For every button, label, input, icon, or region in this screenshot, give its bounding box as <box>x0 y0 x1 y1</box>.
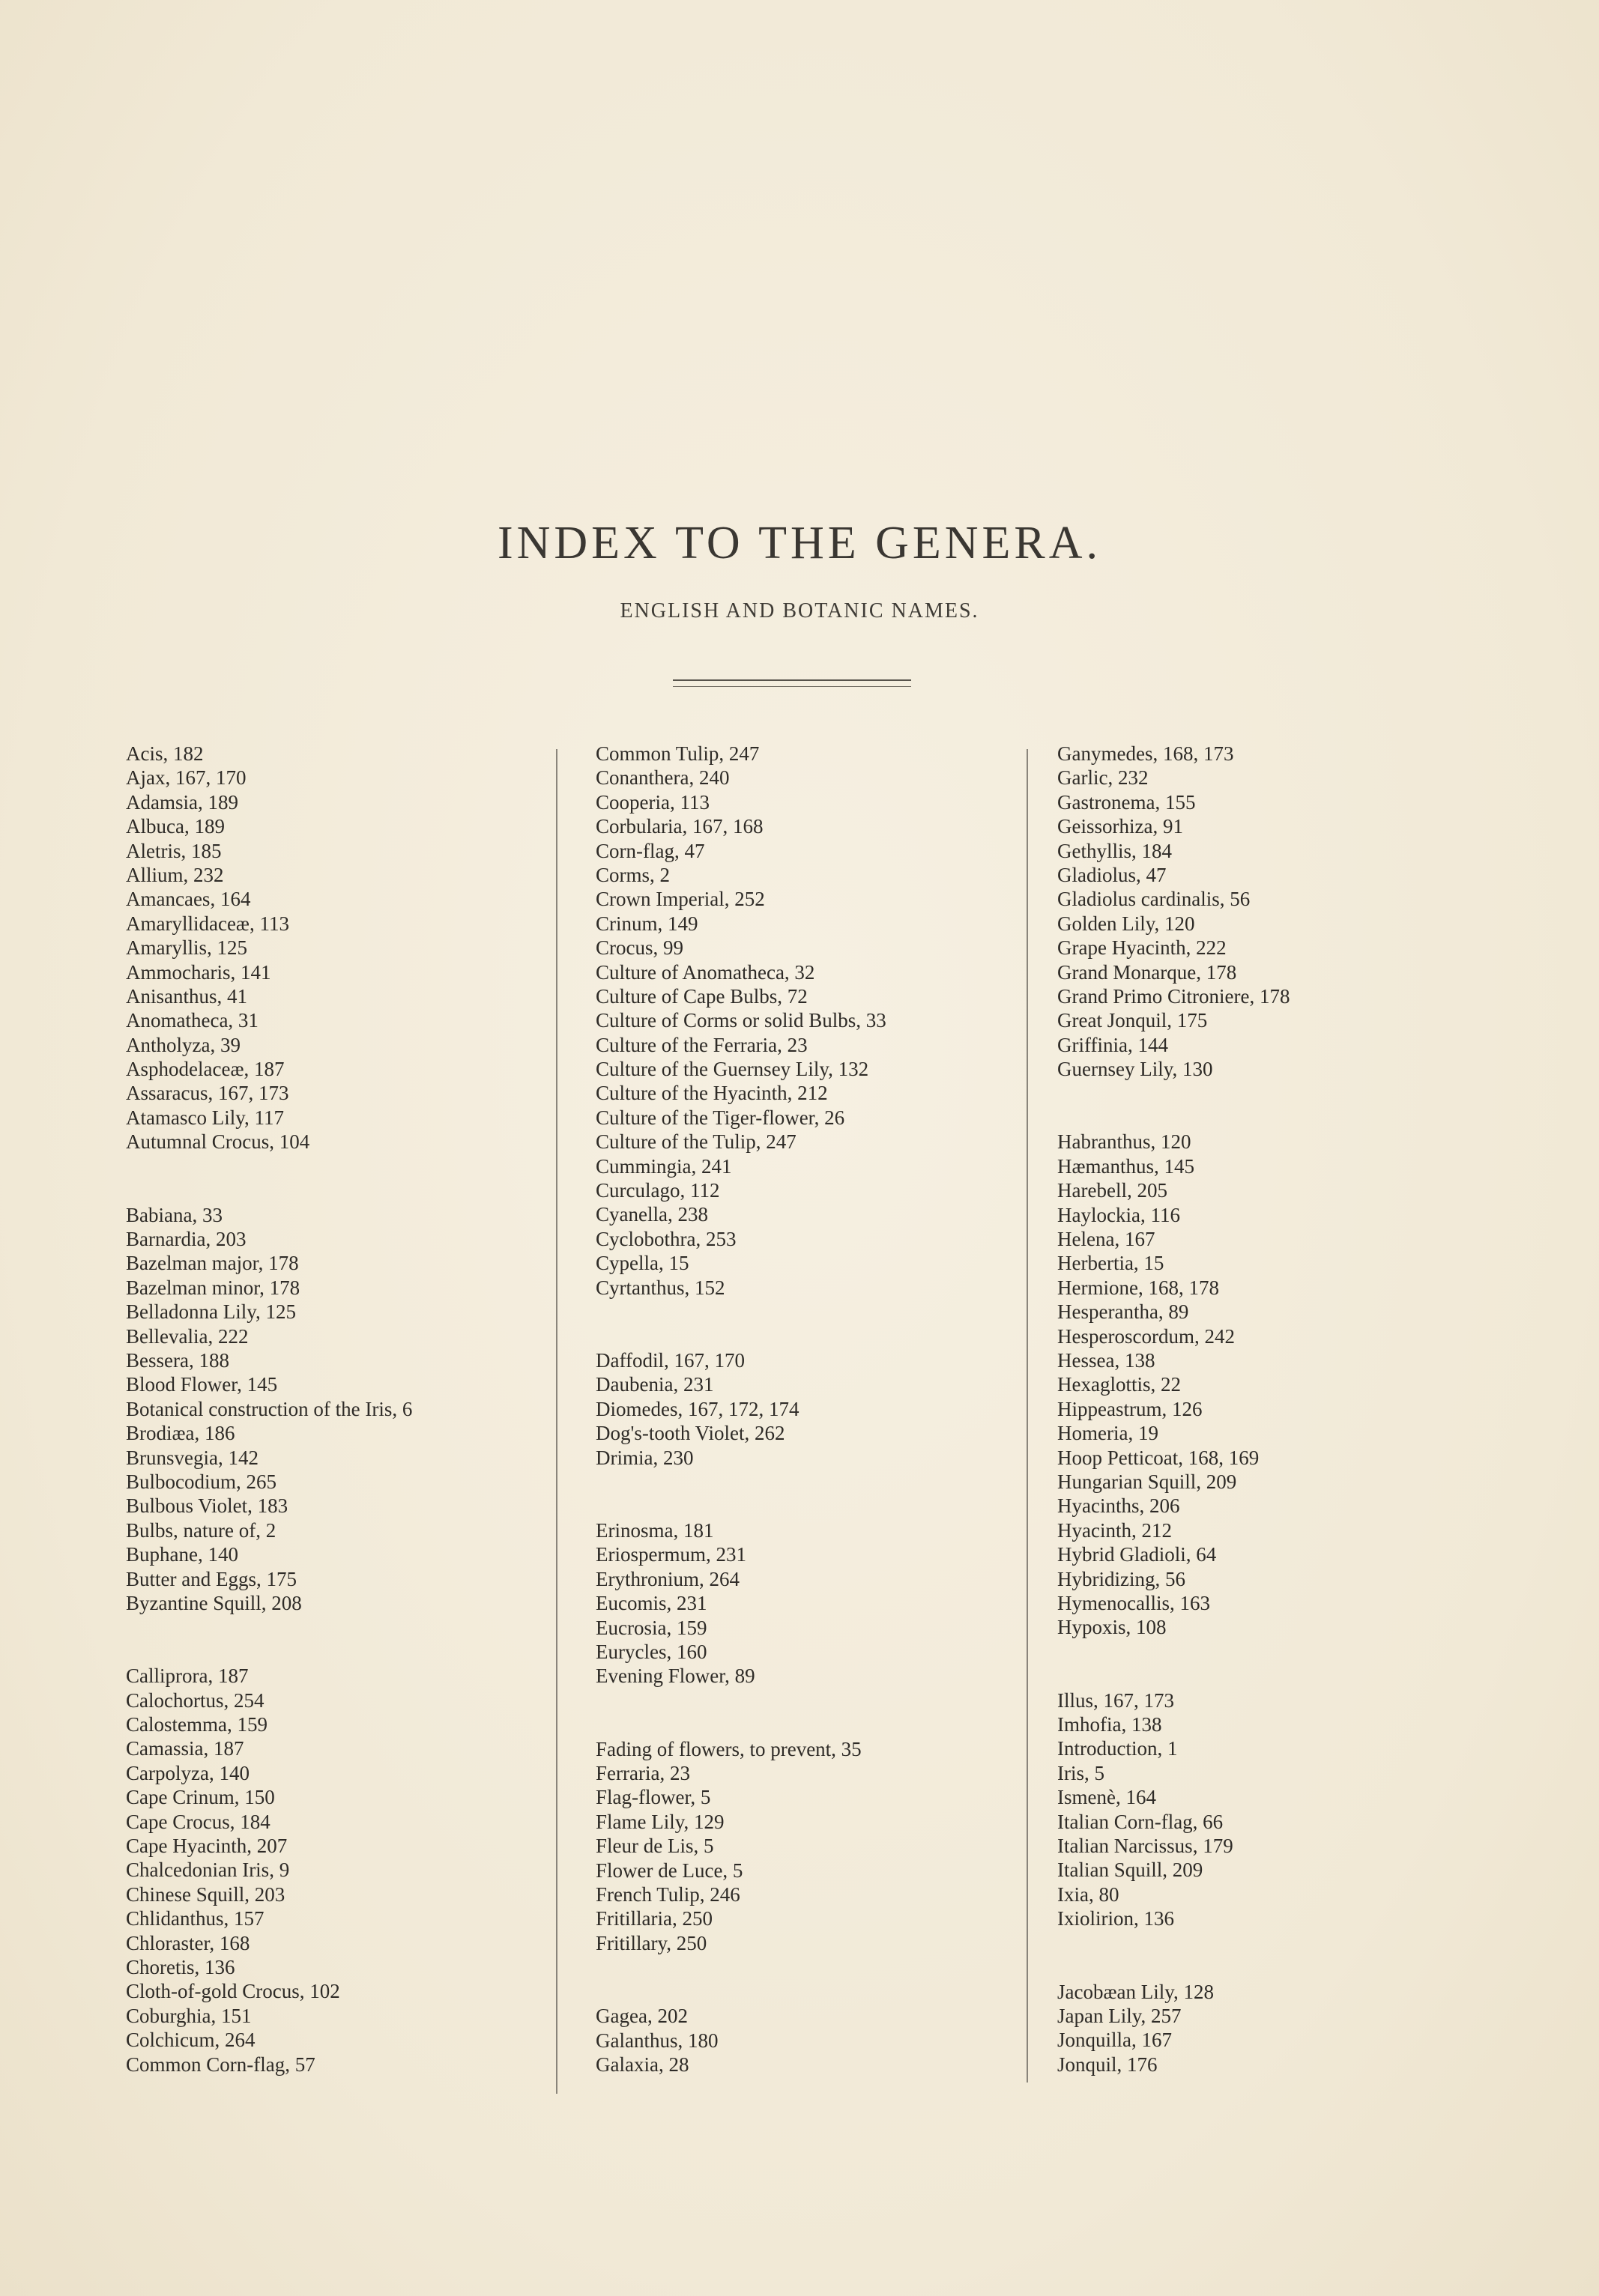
index-entry: Cape Crinum, 150 <box>126 1786 275 1809</box>
index-entry: Culture of the Ferraria, 23 <box>596 1033 808 1056</box>
index-entry: Daubenia, 231 <box>596 1373 714 1396</box>
index-entry: Ajax, 167, 170 <box>126 766 247 790</box>
index-entry: Corn-flag, 47 <box>596 839 705 862</box>
index-entry: Cape Crocus, 184 <box>126 1810 270 1833</box>
index-entry: Camassia, 187 <box>126 1737 244 1760</box>
index-entry: Corms, 2 <box>596 863 671 886</box>
index-entry: Culture of the Tulip, 247 <box>596 1130 797 1154</box>
index-entry: Crocus, 99 <box>596 936 683 960</box>
letter-group-gap <box>596 1688 1045 1737</box>
index-entry: Eucrosia, 159 <box>596 1616 707 1639</box>
index-entry: Eurycles, 160 <box>596 1640 707 1663</box>
index-entry: Haylockia, 116 <box>1057 1203 1180 1226</box>
index-entry: Botanical construction of the Iris, 6 <box>126 1397 413 1420</box>
index-entry: Albuca, 189 <box>126 815 225 838</box>
index-entry: Atamasco Lily, 117 <box>126 1106 284 1129</box>
index-entry: Belladonna Lily, 125 <box>126 1300 296 1324</box>
index-entry: Anisanthus, 41 <box>126 984 247 1008</box>
index-entry: Gladiolus, 47 <box>1057 863 1167 886</box>
letter-group-gap <box>596 1300 1045 1348</box>
title-rule-thick <box>673 679 911 681</box>
column-divider <box>1027 749 1028 2083</box>
index-entry: Diomedes, 167, 172, 174 <box>596 1397 800 1420</box>
index-entry: Cyanella, 238 <box>596 1203 708 1226</box>
index-entry: Grand Monarque, 178 <box>1057 960 1237 984</box>
index-entry: Ixia, 80 <box>1057 1882 1119 1906</box>
index-entry: Jonquil, 176 <box>1057 2053 1158 2076</box>
index-entry: Harebell, 205 <box>1057 1179 1167 1202</box>
index-entry: Babiana, 33 <box>126 1203 223 1226</box>
index-entry: Amancaes, 164 <box>126 888 251 911</box>
index-entry: Autumnal Crocus, 104 <box>126 1130 310 1154</box>
index-entry: Hæmanthus, 145 <box>1057 1154 1195 1178</box>
index-entry: Brodiæa, 186 <box>126 1422 235 1445</box>
index-entry: Galaxia, 28 <box>596 2053 689 2076</box>
index-entry: Gagea, 202 <box>596 2005 688 2028</box>
index-entry: Hymenocallis, 163 <box>1057 1591 1210 1614</box>
index-entry: Chloraster, 168 <box>126 1931 250 1954</box>
index-entry: Ganymedes, 168, 173 <box>1057 742 1234 765</box>
index-entry: Evening Flower, 89 <box>596 1665 755 1688</box>
index-entry: Anomatheca, 31 <box>126 1009 259 1032</box>
index-entry: Erythronium, 264 <box>596 1567 740 1590</box>
index-entry: Flower de Luce, 5 <box>596 1859 743 1882</box>
index-entry: Bazelman minor, 178 <box>126 1276 300 1299</box>
index-entry: Conanthera, 240 <box>596 766 730 790</box>
index-entry: Hyacinth, 212 <box>1057 1518 1172 1542</box>
index-entry: Guernsey Lily, 130 <box>1057 1058 1213 1081</box>
index-entry: Hypoxis, 108 <box>1057 1616 1167 1639</box>
index-entry: Hybrid Gladioli, 64 <box>1057 1543 1217 1566</box>
letter-group-gap <box>1057 1640 1507 1688</box>
index-entry: Garlic, 232 <box>1057 766 1149 790</box>
index-entry: Hungarian Squill, 209 <box>1057 1470 1237 1493</box>
index-entry: Galanthus, 180 <box>596 2029 719 2052</box>
index-entry: Cooperia, 113 <box>596 790 710 814</box>
index-entry: Bazelman major, 178 <box>126 1252 299 1275</box>
page-subtitle: ENGLISH AND BOTANIC NAMES. <box>620 599 979 623</box>
index-entry: Carpolyza, 140 <box>126 1761 250 1784</box>
index-entry: Chlidanthus, 157 <box>126 1907 265 1930</box>
index-entry: Chinese Squill, 203 <box>126 1882 285 1906</box>
index-entry: Jonquilla, 167 <box>1057 2029 1172 2052</box>
index-entry: Crinum, 149 <box>596 912 698 935</box>
index-entry: Italian Narcissus, 179 <box>1057 1835 1233 1858</box>
index-entry: Assaracus, 167, 173 <box>126 1082 289 1105</box>
index-entry: Flag-flower, 5 <box>596 1786 711 1809</box>
index-entry: Geissorhiza, 91 <box>1057 815 1183 838</box>
index-entry: Grand Primo Citroniere, 178 <box>1057 984 1290 1008</box>
index-entry: Curculago, 112 <box>596 1179 720 1202</box>
index-entry: Bellevalia, 222 <box>126 1324 249 1348</box>
index-entry: Bulbocodium, 265 <box>126 1470 276 1493</box>
index-entry: Bulbs, nature of, 2 <box>126 1518 276 1542</box>
index-entry: Allium, 232 <box>126 863 224 886</box>
index-entry: French Tulip, 246 <box>596 1883 740 1906</box>
index-entry: Calochortus, 254 <box>126 1688 265 1712</box>
index-entry: Fading of flowers, to prevent, 35 <box>596 1737 862 1760</box>
index-entry: Aletris, 185 <box>126 839 222 862</box>
index-entry: Coburghia, 151 <box>126 2004 252 2027</box>
index-entry: Iris, 5 <box>1057 1761 1104 1784</box>
index-entry: Barnardia, 203 <box>126 1228 247 1251</box>
index-entry: Hyacinths, 206 <box>1057 1494 1180 1518</box>
index-entry: Bessera, 188 <box>126 1348 229 1372</box>
index-entry: Hermione, 168, 178 <box>1057 1276 1219 1299</box>
column-divider <box>556 749 557 2094</box>
index-entry: Ixiolirion, 136 <box>1057 1907 1174 1930</box>
index-entry: Crown Imperial, 252 <box>596 888 765 911</box>
index-entry: Imhofia, 138 <box>1057 1713 1162 1736</box>
index-entry: Butter and Eggs, 175 <box>126 1567 297 1590</box>
letter-group-gap <box>126 1615 575 1664</box>
index-entry: Brunsvegia, 142 <box>126 1446 259 1469</box>
index-entry: Common Corn-flag, 57 <box>126 2053 315 2076</box>
index-entry: Golden Lily, 120 <box>1057 912 1195 935</box>
index-entry: Buphane, 140 <box>126 1543 238 1566</box>
index-entry: Cloth-of-gold Crocus, 102 <box>126 1980 340 2003</box>
index-entry: Daffodil, 167, 170 <box>596 1348 745 1372</box>
index-entry: Hybridizing, 56 <box>1057 1567 1185 1590</box>
index-entry: Erinosma, 181 <box>596 1518 714 1542</box>
index-entry: Blood Flower, 145 <box>126 1373 278 1396</box>
index-entry: Jacobæan Lily, 128 <box>1057 1980 1214 2003</box>
index-entry: Eucomis, 231 <box>596 1592 707 1615</box>
index-entry: Hippeastrum, 126 <box>1057 1397 1203 1420</box>
index-entry: Grape Hyacinth, 222 <box>1057 936 1227 960</box>
index-entry: Culture of the Hyacinth, 212 <box>596 1082 828 1105</box>
index-entry: Antholyza, 39 <box>126 1033 241 1056</box>
index-entry: Hoop Petticoat, 168, 169 <box>1057 1446 1260 1469</box>
index-column-2 <box>596 742 1045 2077</box>
index-entry: Culture of Corms or solid Bulbs, 33 <box>596 1009 886 1032</box>
index-entry: Corbularia, 167, 168 <box>596 815 764 838</box>
index-entry: Fritillary, 250 <box>596 1931 707 1954</box>
index-entry: Calliprora, 187 <box>126 1665 249 1688</box>
index-entry: Culture of Cape Bulbs, 72 <box>596 984 808 1008</box>
index-entry: Hexaglottis, 22 <box>1057 1373 1181 1396</box>
index-entry: Gladiolus cardinalis, 56 <box>1057 888 1251 911</box>
index-entry: Calostemma, 159 <box>126 1713 267 1736</box>
index-entry: Great Jonquil, 175 <box>1057 1009 1208 1032</box>
index-entry: Asphodelaceæ, 187 <box>126 1058 285 1081</box>
index-entry: Flame Lily, 129 <box>596 1810 725 1833</box>
index-entry: Fritillaria, 250 <box>596 1907 713 1930</box>
index-entry: Japan Lily, 257 <box>1057 2004 1182 2027</box>
index-entry: Amaryllidaceæ, 113 <box>126 912 289 935</box>
index-entry: Cypella, 15 <box>596 1252 689 1275</box>
letter-group-gap <box>596 1470 1045 1518</box>
index-column-1 <box>126 742 575 2077</box>
index-entry: Illus, 167, 173 <box>1057 1688 1175 1712</box>
page-title: INDEX TO THE GENERA. <box>497 518 1102 569</box>
index-entry: Italian Corn-flag, 66 <box>1057 1810 1224 1833</box>
index-entry: Ismenè, 164 <box>1057 1786 1156 1809</box>
letter-group-gap <box>1057 1081 1507 1130</box>
index-entry: Dog's-tooth Violet, 262 <box>596 1422 785 1445</box>
index-entry: Ferraria, 23 <box>596 1762 690 1785</box>
index-entry: Bulbous Violet, 183 <box>126 1494 288 1518</box>
index-entry: Habranthus, 120 <box>1057 1130 1191 1154</box>
index-entry: Gastronema, 155 <box>1057 790 1196 814</box>
index-entry: Gethyllis, 184 <box>1057 839 1172 862</box>
index-entry: Helena, 167 <box>1057 1228 1155 1251</box>
index-entry: Griffinia, 144 <box>1057 1033 1168 1056</box>
letter-group-gap <box>1057 1931 1507 1980</box>
title-rule-thin <box>673 686 911 687</box>
index-entry: Hesperoscordum, 242 <box>1057 1324 1235 1348</box>
index-entry: Culture of the Guernsey Lily, 132 <box>596 1058 869 1081</box>
index-entry: Adamsia, 189 <box>126 790 238 814</box>
index-entry: Hesperantha, 89 <box>1057 1300 1189 1324</box>
index-entry: Culture of Anomatheca, 32 <box>596 960 815 984</box>
index-entry: Homeria, 19 <box>1057 1422 1158 1445</box>
letter-group-gap <box>596 1955 1045 2004</box>
index-entry: Italian Squill, 209 <box>1057 1859 1203 1882</box>
index-entry: Amaryllis, 125 <box>126 936 247 960</box>
index-entry: Cyclobothra, 253 <box>596 1227 737 1250</box>
index-entry: Byzantine Squill, 208 <box>126 1591 302 1614</box>
index-entry: Herbertia, 15 <box>1057 1252 1164 1275</box>
index-entry: Cummingia, 241 <box>596 1154 732 1178</box>
index-column-3 <box>1057 742 1507 2077</box>
letter-group-gap <box>126 1154 575 1203</box>
index-entry: Cyrtanthus, 152 <box>596 1276 725 1299</box>
index-entry: Eriospermum, 231 <box>596 1543 746 1566</box>
index-entry: Hessea, 138 <box>1057 1348 1155 1372</box>
index-entry: Acis, 182 <box>126 742 204 765</box>
index-entry: Ammocharis, 141 <box>126 960 271 984</box>
index-entry: Choretis, 136 <box>126 1955 235 1978</box>
index-entry: Drimia, 230 <box>596 1446 694 1469</box>
index-entry: Colchicum, 264 <box>126 2029 256 2052</box>
index-entry: Culture of the Tiger-flower, 26 <box>596 1106 845 1129</box>
index-entry: Introduction, 1 <box>1057 1737 1178 1760</box>
index-entry: Common Tulip, 247 <box>596 742 760 765</box>
index-entry: Fleur de Lis, 5 <box>596 1835 714 1858</box>
index-entry: Chalcedonian Iris, 9 <box>126 1859 290 1882</box>
index-entry: Cape Hyacinth, 207 <box>126 1835 288 1858</box>
